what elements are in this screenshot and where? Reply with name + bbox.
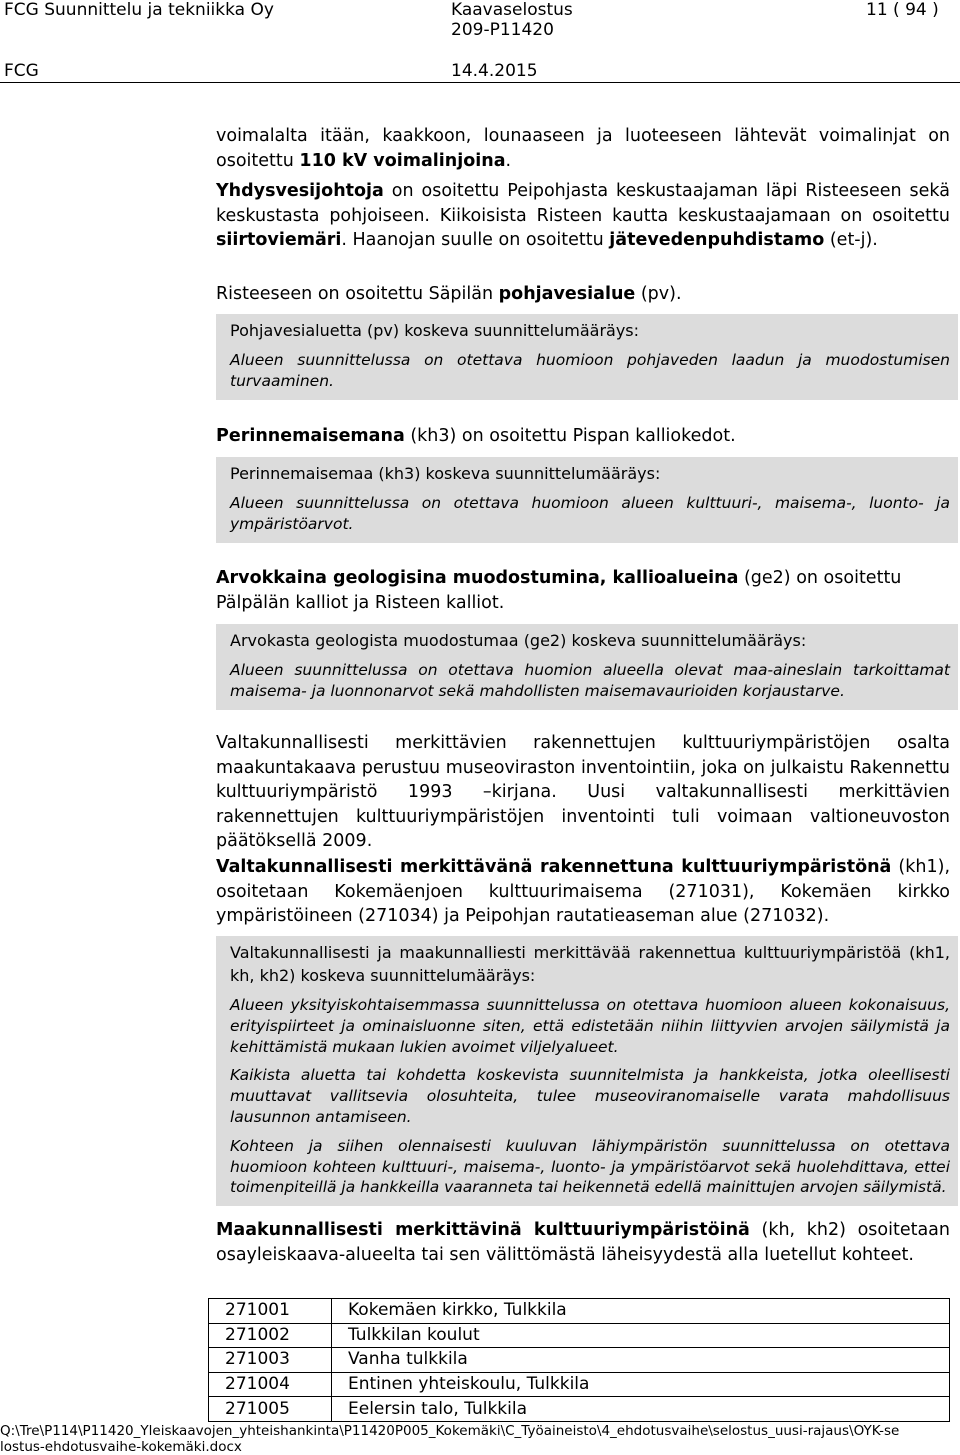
site-name: Entinen yhteiskoulu, Tulkkila [332,1372,950,1397]
regulation-lead: Arvokasta geologista muodostumaa (ge2) koskeva suunnittelumääräys: [230,631,807,650]
regulation-box-cultural [216,936,958,1206]
regulation-lead: Valtakunnallisesti ja maakunnalliesti merkittävää rakennettua kulttuuriympäristöä (kh1, kh, kh2) koskeva suunnittelumääräys: [230,943,950,985]
table-row [209,1348,950,1373]
paragraph-groundwater: Risteeseen on osoitettu Säpilän pohjavesialue (pv). [216,284,682,304]
regulation-box-heritage [216,457,958,543]
regulation-lead: Pohjavesialuetta (pv) koskeva suunnittelumääräys: [230,321,640,340]
page-number: 11 ( 94 ) [866,0,939,20]
site-code: 271001 [209,1299,332,1324]
table-row [209,1299,950,1324]
project-number: 209-P11420 [451,20,554,40]
paragraph-power-lines: voimalalta itään, kaakkoon, lounaaseen ja luoteeseen lähtevät voimalinjat on osoitettu 110 kV voimalinjoina. [216,126,950,171]
paragraph-water-pipes: Yhdysvesijohtoja on osoitettu Peipohjasta keskustaajaman läpi Risteeseen sekä keskustasta pohjoiseen. Kiikoisista Risteen kautta keskustaajamaan on osoitettu siirtoviemäri. Haanojan suulle on osoitettu jätevedenpuhdistamo (et-j). [216,181,950,250]
header-rule [0,82,960,83]
regulation-text: Alueen suunnittelussa on otettava huomion alueella olevat maa-aineslain tarkoittamat maisema- ja luonnonarvot sekä mahdollisten maisemavaurioiden korjaustarve. [230,661,950,700]
company-name: FCG Suunnittelu ja tekniikka Oy [4,0,274,20]
paragraph-heritage-landscape: Perinnemaisemana (kh3) on osoitettu Pispan kalliokedot. [216,426,736,446]
regulation-box-geology [216,624,958,710]
table-row [209,1372,950,1397]
site-code: 271004 [209,1372,332,1397]
regulation-text: Kohteen ja siihen olennaisesti kuuluvan lähiympäristön suunnittelussa on otettava huomioon kohteen kulttuuri-, maisema-, luonto- ja ympäristöarvot sekä huolehdittava, ettei toimenpiteillä ja hankkeilla vaaranneta tai heikennetä edellä mainittujen arvojen säilymistä. [230,1136,950,1197]
site-code: 271002 [209,1323,332,1348]
site-name: Tulkkilan koulut [332,1323,950,1348]
paragraph-geology: Arvokkaina geologisina muodostumina, kallioalueina (ge2) on osoitettu Pälpälän kalliot ja Risteen kalliot. [216,568,902,613]
site-name: Eelersin talo, Tulkkila [332,1397,950,1422]
regulation-text: Alueen suunnittelussa on otettava huomioon pohjaveden laadun ja muodostumisen turvaaminen. [230,351,950,390]
site-name: Vanha tulkkila [332,1348,950,1373]
paragraph-regional-environments: Maakunnallisesti merkittävinä kulttuuriympäristöinä (kh, kh2) osoitetaan osayleiskaava-alueelta tai sen välittömästä läheisyydestä alla luetellut kohteet. [216,1220,950,1265]
site-code: 271003 [209,1348,332,1373]
regulation-lead: Perinnemaisemaa (kh3) koskeva suunnittelumääräys: [230,464,661,483]
header-short: FCG [4,61,39,81]
table-row [209,1397,950,1422]
regulation-text: Alueen suunnittelussa on otettava huomioon alueen kulttuuri-, maisema-, luonto- ja ympäristöarvot. [230,494,950,533]
heritage-sites-table [208,1298,950,1422]
regulation-text: Alueen yksityiskohtaisemmassa suunnittelussa on otettava huomioon alueen kokonaisuus, erityispiirteet ja ominaisluonne siten, että edistetään niihin liittyvien arvojen säilymistä ja kehittämistä mukaan lukien avoimet viljelyalueet. [230,996,950,1056]
regulation-box-groundwater [216,314,958,400]
paragraph-national-designation: Valtakunnallisesti merkittävänä rakennettuna kulttuuriympäristönä (kh1), osoitetaan Kokemäenjoen kulttuurimaisema (271031), Kokemäen kirkko ympäristöineen (271034) ja Peipohjan rautatieaseman alue (271032). [216,857,951,926]
file-path-footer: Q:\Tre\P114\P11420_Yleiskaavojen_yhteishankinta\P11420P005_Kokemäki\C_Työaineisto\4_ehdotusvaihe\selostus_uusi-rajaus\OYK-selostus-ehdotusvaihe-kokemäki.docx [0,1423,900,1455]
site-code: 271005 [209,1397,332,1422]
table-row [209,1323,950,1348]
document-date: 14.4.2015 [451,61,538,81]
site-name: Kokemäen kirkko, Tulkkila [332,1299,950,1324]
paragraph-national-environments: Valtakunnallisesti merkittävien rakennettujen kulttuuriympäristöjen osalta maakuntakaava perustuu museoviraston inventointiin, joka on julkaistu Rakennettu kulttuuriympäristö 1993 –kirjana. Uusi valtakunnallisesti merkittävien rakennettujen kulttuuriympäristöjen inventointi tuli voimaan valtioneuvoston päätöksellä 2009. [216,733,950,851]
document-title: Kaavaselostus [451,0,573,20]
regulation-text: Kaikista aluetta tai kohdetta koskevista suunnitelmista ja hankkeista, jotka oleellisesti muuttavat vallitsevia olosuhteita, tulee museoviranomaiselle varata mahdollisuus lausunnon antamiseen. [230,1066,950,1126]
